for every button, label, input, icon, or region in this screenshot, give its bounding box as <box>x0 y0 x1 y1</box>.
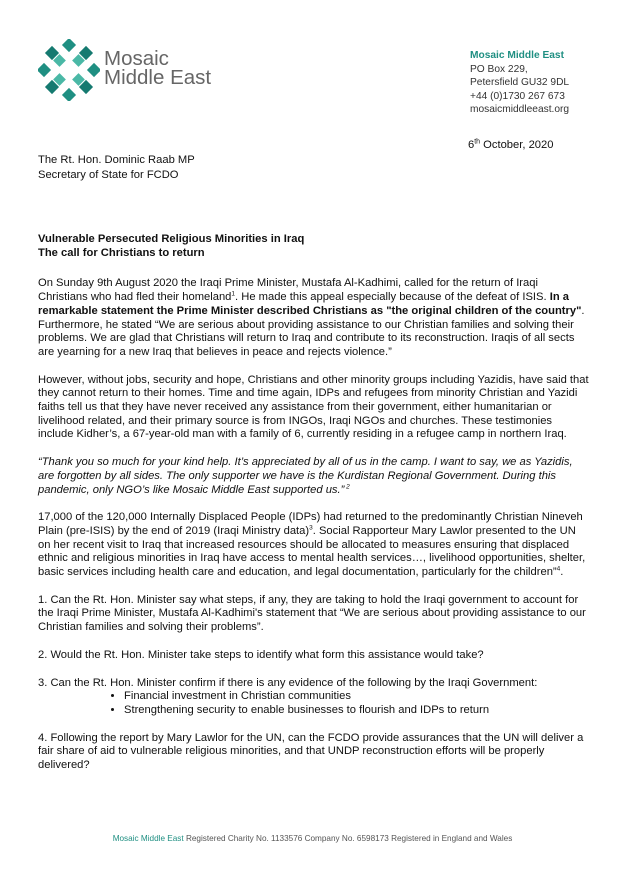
recipient <box>38 153 195 183</box>
address-phone: +44 (0)1730 267 673 <box>470 90 565 102</box>
paragraph-3 <box>38 511 590 580</box>
p1-text-a: On Sunday 9th August 2020 the Iraqi Prime Minister, Mustafa Al-Kadhimi, called for the return of Iraqi Christians who had fled their homeland <box>38 277 538 304</box>
p1-text-b: . He made this appeal especially because of the defeat of ISIS. <box>235 291 550 304</box>
sender-org: Mosaic Middle East <box>470 50 564 61</box>
recipient-title: Secretary of State for FCDO <box>38 169 179 181</box>
letter-date <box>468 139 553 151</box>
p3-text-a: 17,000 of the 120,000 Internally Displaced People (IDPs) had returned to the predominantly Christian Nineveh Plain (pre-ISIS) by the end of 2019 (Iraqi Ministry data) <box>38 511 583 537</box>
date-suffix: th <box>474 138 481 146</box>
footer-org: Mosaic Middle East <box>112 834 184 843</box>
list-item: • Strengthening security to enable businesses to flourish and IDPs to return <box>124 704 590 718</box>
footnote-ref-4: 4 <box>556 565 561 573</box>
testimony-quote <box>38 456 590 497</box>
brand-line-2: Middle East <box>104 66 212 89</box>
p3-text-c: . <box>560 566 564 579</box>
question-3-list <box>38 690 590 717</box>
sender-address <box>470 49 569 117</box>
heading-line-2: The call for Christians to return <box>38 246 205 259</box>
paragraph-1 <box>38 277 590 359</box>
question-1: 1. Can the Rt. Hon. Minister say what steps, if any, they are taking to hold the Iraqi government to account for the Iraqi Prime Minister, Mustafa Al-Kadhimi's statement that “We are serious about providing assistance to our Christian families and solving their problems”. <box>38 593 586 634</box>
footer-text: Registered Charity No. 1133576 Company No. 6598173 Registered in England and Wales <box>183 834 513 843</box>
address-web: mosaicmiddleeast.org <box>470 104 570 116</box>
footnote-ref-3: 3 <box>309 524 313 532</box>
brand-line-1: Mosaic <box>104 47 169 70</box>
letter-body <box>38 233 590 773</box>
quote-text: “Thank you so much for your kind help. It’s appreciated by all of us in the camp. I want to say, we as Yazidis, are forgotten by all sides. The only supporter we have is the Kurdistan Regional Government. During this pandemic, only NGO’s like Mosaic Middle East supported us.” <box>38 456 573 496</box>
address-line-2: Petersfield GU32 9DL <box>470 77 570 89</box>
brand-name <box>104 49 211 87</box>
date-day: 6 <box>468 139 475 151</box>
p1-text-c: . Furthermore, he stated “We are serious about providing assistance to our Christian families and solving their problems. We are glad that Christians will return to Iraq and contribute to its reconstruction. Iraqis of all sects are yearning for a new Iraq that believes in peace and rejects violence.” <box>38 304 585 358</box>
address-line-1: PO Box 229, <box>470 63 528 75</box>
question-3: 3. Can the Rt. Hon. Minister confirm if there is any evidence of the following by the Iraqi Government: <box>38 676 538 689</box>
question-2: 2. Would the Rt. Hon. Minister take steps to identify what form this assistance would take? <box>38 648 484 661</box>
p3-text-b: . Social Rapporteur Mary Lawlor presented to the UN on her recent visit to Iraq that increased resources should be allocated to measures ensuring that displaced ethnic and religious minorities in Iraq have access to mental health services…, livelihood opportunities, shelter, basic services including health care and education, and legal documentation, particularly for the children” <box>38 524 586 579</box>
footnote-ref-1: 1 <box>231 290 236 298</box>
footer <box>0 834 625 843</box>
p1-bold-statement: In a remarkable statement the Prime Minister described Christians as "the original children of the country" <box>38 291 582 317</box>
letter-heading <box>38 233 590 260</box>
paragraph-2: However, without jobs, security and hope, Christians and other minority groups including Yazidis, have said that they cannot return to their homes. Time and time again, IDPs and refugees from minority Christian and Yazidi faiths tell us that they have never received any assistance from their government, either humanitarian or livelihood related, and their primary source is from INGOs, Iraqi NGOs and churches. These testimonies include Kidher’s, a 67-year-old man with a family of 6, currently residing in a refugee camp in northern Iraq. <box>38 373 589 441</box>
footnote-ref-2: 2 <box>344 482 350 490</box>
heading-line-1: Vulnerable Persecuted Religious Minorities in Iraq <box>38 233 305 245</box>
mosaic-logo-icon <box>38 39 100 101</box>
list-item: • Financial investment in Christian communities <box>124 690 590 704</box>
recipient-name: The Rt. Hon. Dominic Raab MP <box>38 154 195 166</box>
question-4: 4. Following the report by Mary Lawlor for the UN, can the FCDO provide assurances that the UN will deliver a fair share of aid to vulnerable religious minorities, and that UNDP reconstruction efforts will be properly delivered? <box>38 731 584 772</box>
date-rest: October, 2020 <box>480 139 554 151</box>
